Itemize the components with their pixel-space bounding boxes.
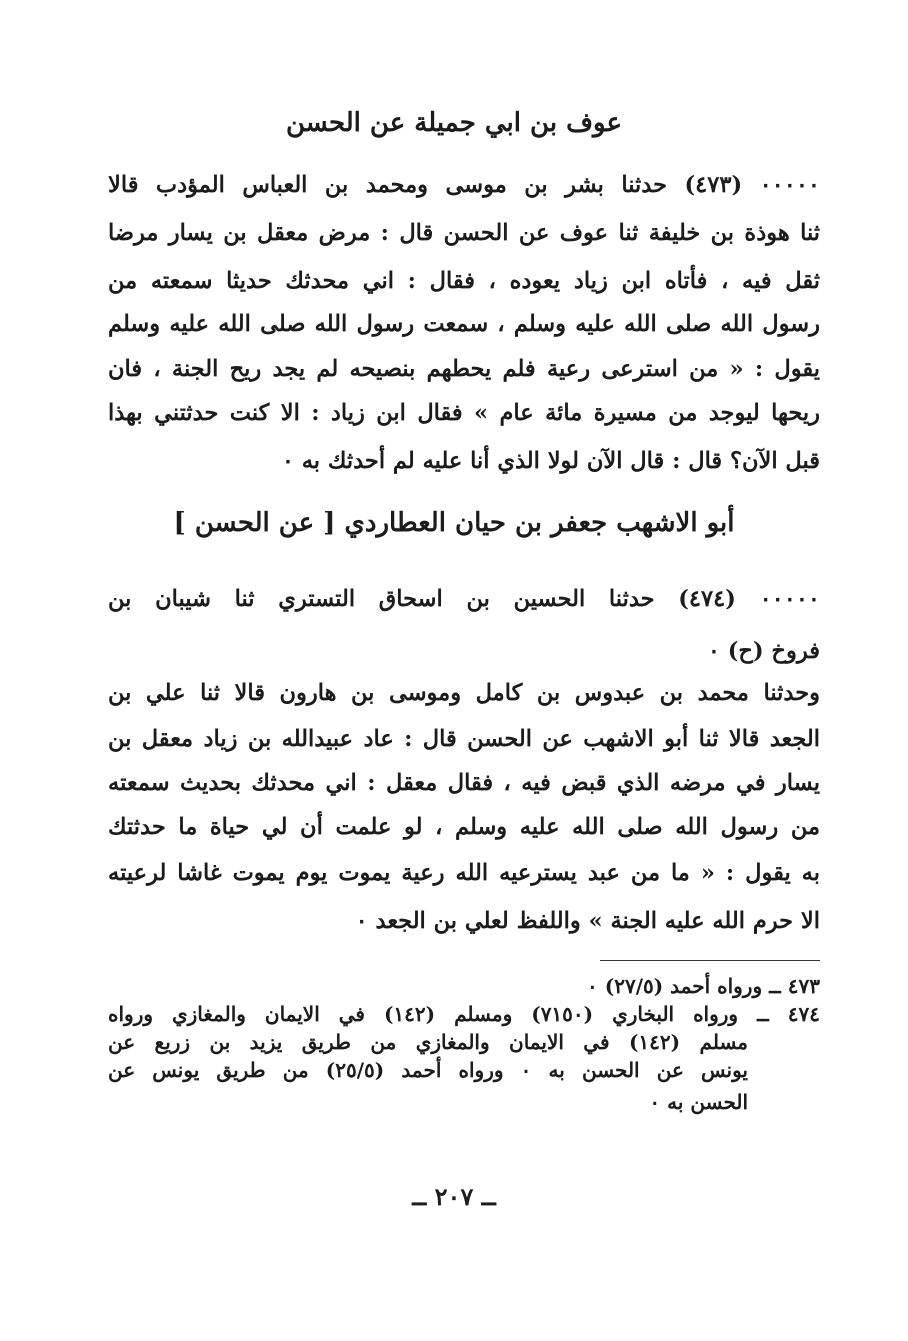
text-line: من رسول الله صلى الله عليه وسلم ، لو علمت أن لي حياة ما حدثتك <box>108 814 820 840</box>
text-line: قبل الآن؟ قال : قال الآن لولا الذي أنا عليه لم أحدثك به ٠ <box>281 448 820 474</box>
text-line: ٠٠٠٠٠ (٤٧٣) حدثنا بشر بن موسى ومحمد بن العباس المؤدب قالا <box>108 172 820 198</box>
text-line: الا حرم الله عليه الجنة » واللفظ لعلي بن الجعد ٠ <box>355 908 820 934</box>
footnote-line: يونس عن الحسن به ٠ ورواه أحمد (٢٥/٥) من طريق يونس عن <box>108 1058 748 1082</box>
text-line: يقول : « من استرعى رعية فلم يحطهم بنصيحه لم يجد ريح الجنة ، فان <box>108 356 820 382</box>
text-line: رسول الله صلى الله عليه وسلم ، سمعت رسول الله صلى الله عليه وسلم <box>108 311 820 337</box>
text-line: ثقل فيه ، فأتاه ابن زياد يعوده ، فقال : اني محدثك حديثا سمعته من <box>108 268 820 294</box>
text-line: ريحها ليوجد من مسيرة مائة عام » فقال ابن زياد : الا كنت حدثتني بهذا <box>108 400 820 426</box>
text-line: يسار في مرضه الذي قبض فيه ، فقال معقل : اني محدثك بحديث سمعته <box>108 770 820 796</box>
footnote-line: ٤٧٣ ــ ورواه أحمد (٢٧/٥) ٠ <box>587 974 820 998</box>
text-line: وحدثنا محمد بن عبدوس بن كامل وموسى بن هارون قالا ثنا علي بن <box>108 680 820 706</box>
text-line: به يقول : « ما من عبد يسترعيه الله رعية يموت يوم يموت غاشا لرعيته <box>108 860 820 886</box>
footnote-line: الحسن به ٠ <box>649 1090 748 1114</box>
footnote-line: ٤٧٤ ــ ورواه البخاري (٧١٥٠) ومسلم (١٤٢) في الايمان والمغازي ورواه <box>108 1002 820 1026</box>
text-line: ثنا هوذة بن خليفة ثنا عوف عن الحسن قال : مرض معقل بن يسار مرضا <box>108 220 820 246</box>
section-heading-abu-alashhab: أبو الاشهب جعفر بن حيان العطاردي [ عن الحسن ] <box>173 508 735 538</box>
footnote-line: مسلم (١٤٢) في الايمان والمغازي من طريق يزيد بن زريع عن <box>108 1030 748 1054</box>
page-number: ــ ٢٠٧ ــ <box>412 1182 496 1211</box>
text-line: ٠٠٠٠٠ (٤٧٤) حدثنا الحسين بن اسحاق التستري ثنا شيبان بن <box>108 586 820 612</box>
section-heading-awf: عوف بن ابي جميلة عن الحسن <box>285 108 623 138</box>
footnote-divider <box>600 960 820 961</box>
text-line: فروخ (ح) ٠ <box>707 638 820 664</box>
text-line: الجعد قالا ثنا أبو الاشهب عن الحسن قال : عاد عبيدالله بن زياد معقل بن <box>108 726 820 752</box>
